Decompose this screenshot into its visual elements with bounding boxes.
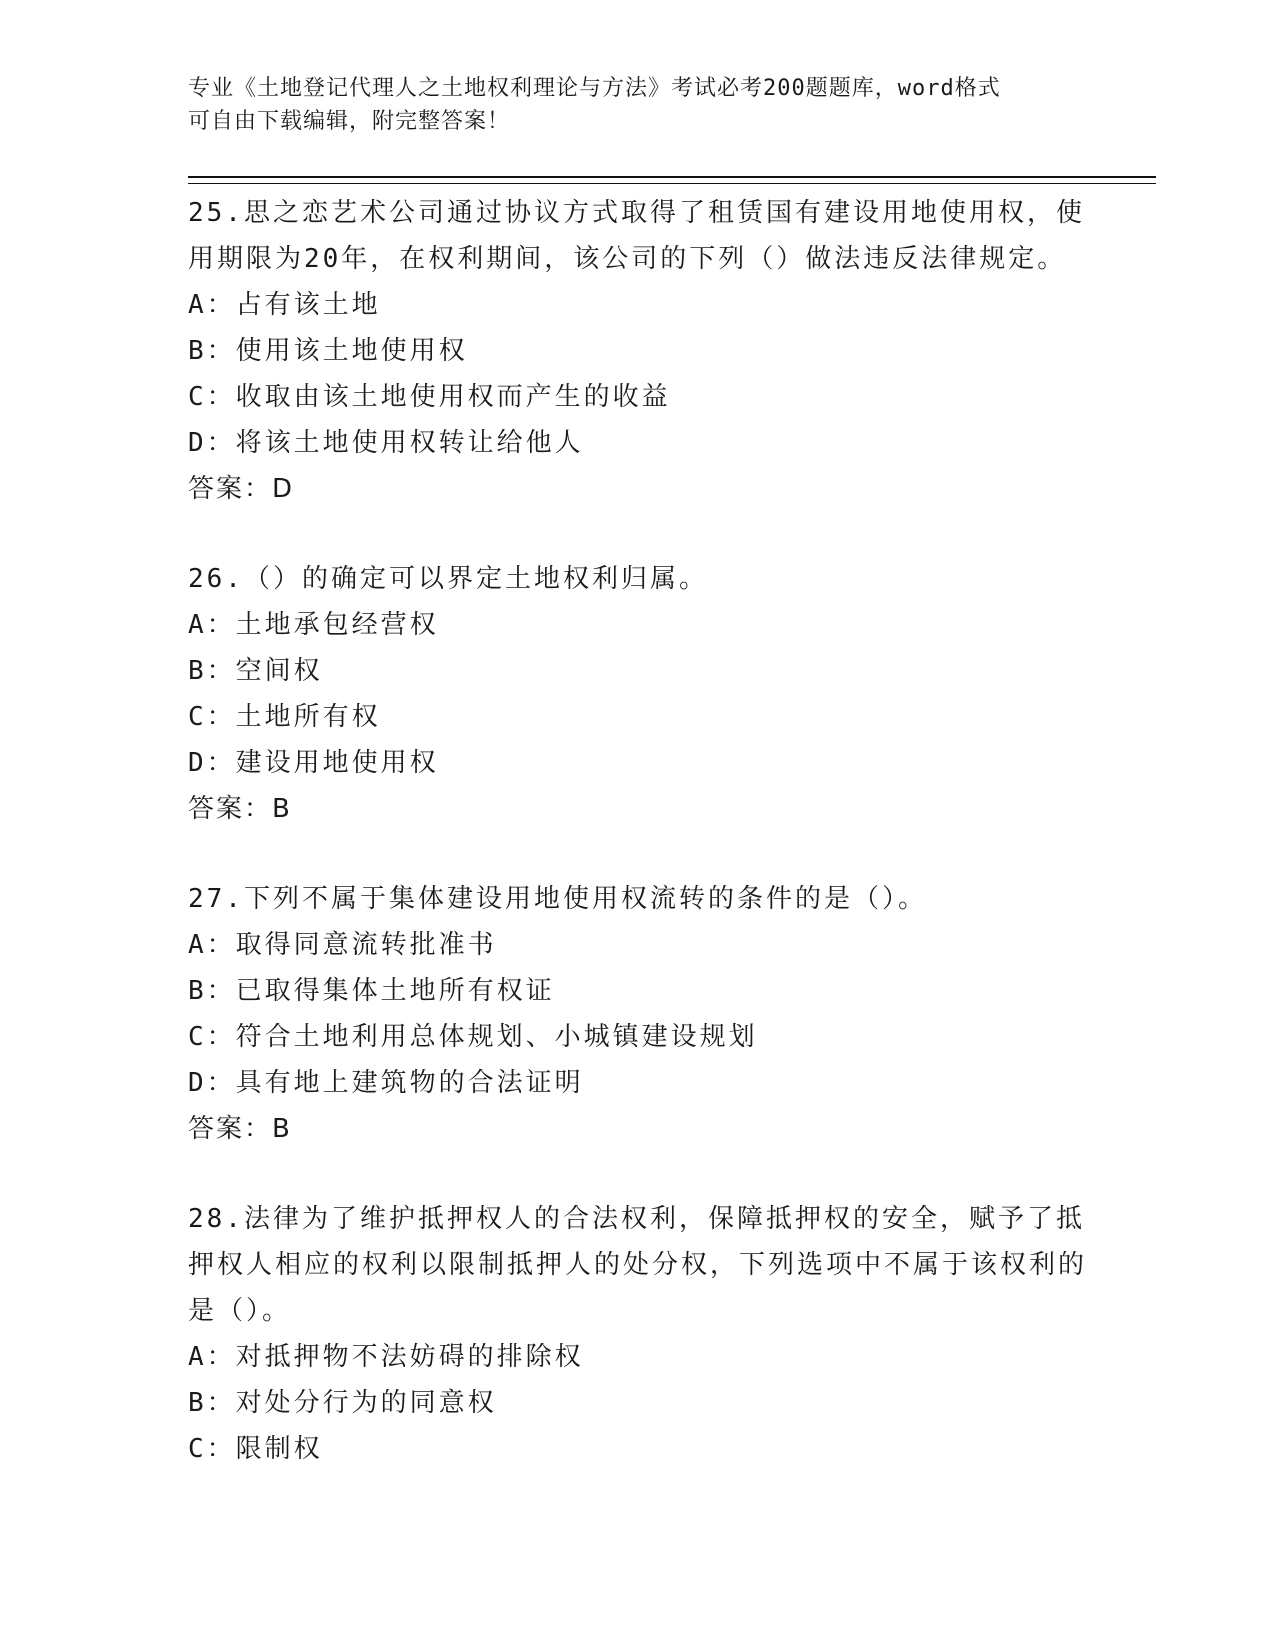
option-c: C：符合土地利用总体规划、小城镇建设规划 (188, 1022, 758, 1052)
option-d: D：具有地上建筑物的合法证明 (188, 1068, 584, 1098)
option-a: A：取得同意流转批准书 (188, 930, 497, 960)
header-line-1: 专业《土地登记代理人之土地权利理论与方法》考试必考200题题库，word格式 (188, 76, 1001, 101)
header-line-2: 可自由下载编辑，附完整答案！ (188, 109, 511, 134)
header-divider-thick (188, 176, 1156, 178)
question-27 (188, 876, 1088, 1152)
question-26 (188, 556, 1088, 832)
option-d: D：建设用地使用权 (188, 748, 439, 778)
question-28 (188, 1196, 1088, 1472)
option-c: C：限制权 (188, 1434, 323, 1464)
option-c: C：收取由该土地使用权而产生的收益 (188, 382, 671, 412)
question-text: 27.下列不属于集体建设用地使用权流转的条件的是（）。 (188, 884, 927, 914)
option-d: D：将该土地使用权转让给他人 (188, 428, 584, 458)
question-text: 25.思之恋艺术公司通过协议方式取得了租赁国有建设用地使用权，使用期限为20年，在权利期间，该公司的下列（）做法违反法律规定。 (188, 198, 1085, 274)
answer: 答案：D (188, 474, 295, 504)
option-a: A：土地承包经营权 (188, 610, 439, 640)
option-b: B：已取得集体土地所有权证 (188, 976, 555, 1006)
option-a: A：占有该土地 (188, 290, 381, 320)
header-divider-thin (188, 183, 1156, 184)
answer: 答案：B (188, 1114, 292, 1144)
question-text: 26.（）的确定可以界定土地权利归属。 (188, 564, 708, 594)
question-list (188, 190, 1088, 1516)
question-25 (188, 190, 1088, 512)
document-header (188, 72, 1068, 138)
option-a: A：对抵押物不法妨碍的排除权 (188, 1342, 584, 1372)
answer: 答案：B (188, 794, 292, 824)
option-c: C：土地所有权 (188, 702, 381, 732)
option-b: B：使用该土地使用权 (188, 336, 468, 366)
option-b: B：对处分行为的同意权 (188, 1388, 497, 1418)
question-text: 28.法律为了维护抵押权人的合法权利，保障抵押权的安全，赋予了抵押权人相应的权利以限制抵押人的处分权，下列选项中不属于该权利的是（）。 (188, 1204, 1088, 1326)
option-b: B：空间权 (188, 656, 323, 686)
